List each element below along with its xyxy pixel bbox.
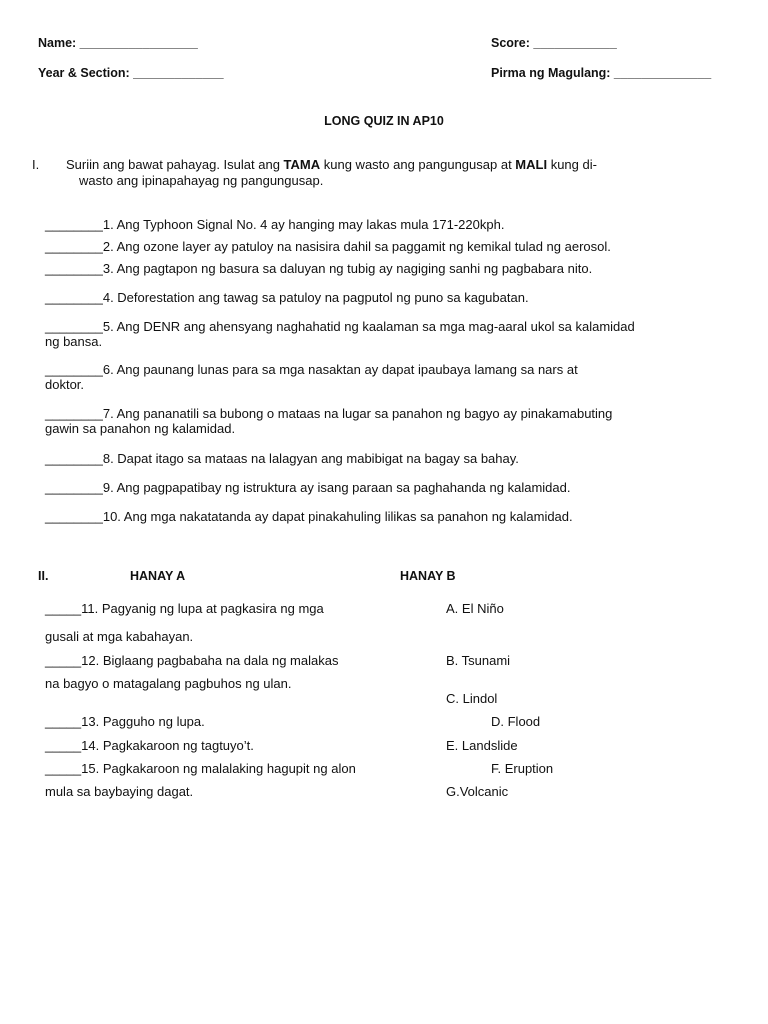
match-item-11[interactable]: _____11. Pagyanig ng lupa at pagkasira ng mga: [45, 601, 324, 616]
match-item-11-cont: gusali at mga kabahayan.: [45, 629, 194, 644]
match-item-15-cont: mula sa baybaying dagat.: [45, 784, 194, 799]
tf-item-4: [45, 290, 529, 305]
tf-item-3: [45, 261, 592, 276]
tf-item-9: [45, 480, 570, 495]
answer-blank[interactable]: ________: [45, 406, 103, 421]
answer-blank[interactable]: ________: [45, 362, 103, 377]
page-title: LONG QUIZ IN AP10: [324, 114, 444, 128]
tf-item-8: [45, 451, 519, 466]
item-text: 2. Ang ozone layer ay patuloy na nasisira dahil sa paggamit ng kemikal tulad ng aerosol.: [102, 239, 611, 254]
choice-a: A. El Niño: [446, 601, 504, 616]
tf-item-5-cont: ng bansa.: [45, 334, 103, 349]
item-text: 6. Ang paunang lunas para sa mga nasaktan ay dapat ipaubaya lamang sa nars at: [102, 362, 578, 377]
part-two-numeral: II.: [38, 569, 49, 583]
tf-item-10: [45, 509, 573, 524]
item-text: 9. Ang pagpapatibay ng istruktura ay isang paraan sa paghahanda ng kalamidad.: [102, 480, 571, 495]
instruction-text-c: kung di-: [547, 157, 597, 172]
part-one-numeral: I.: [32, 157, 40, 172]
instruction-tama: TAMA: [283, 157, 321, 172]
choice-d: D. Flood: [491, 714, 541, 729]
answer-blank[interactable]: ________: [45, 451, 103, 466]
tf-item-1: [45, 217, 504, 232]
choice-c: C. Lindol: [446, 691, 498, 706]
match-item-15[interactable]: _____15. Pagkakaroon ng malalaking hagupit ng alon: [45, 761, 356, 776]
answer-blank[interactable]: ________: [45, 480, 103, 495]
part-one-instruction-line2: wasto ang ipinapahayag ng pangungusap.: [79, 173, 324, 188]
tf-item-7-cont: gawin sa panahon ng kalamidad.: [45, 421, 236, 436]
answer-blank[interactable]: ________: [45, 239, 103, 254]
choice-b: B. Tsunami: [446, 653, 511, 668]
item-text: 8. Dapat itago sa mataas na lalagyan ang mabibigat na bagay sa bahay.: [102, 451, 519, 466]
instruction-text-a: Suriin ang bawat pahayag. Isulat ang: [66, 157, 284, 172]
answer-blank[interactable]: ________: [45, 217, 103, 232]
instruction-mali: MALI: [515, 157, 548, 172]
item-text: 3. Ang pagtapon ng basura sa daluyan ng tubig ay nagiging sanhi ng pagbabara nito.: [102, 261, 593, 276]
item-text: 4. Deforestation ang tawag sa patuloy na pagputol ng puno sa kagubatan.: [102, 290, 529, 305]
hanay-b-heading: HANAY B: [400, 569, 456, 583]
item-text: 10. Ang mga nakatatanda ay dapat pinakahuling lilikas sa panahon ng kalamidad.: [102, 509, 573, 524]
match-item-13[interactable]: _____13. Pagguho ng lupa.: [45, 714, 205, 729]
name-field[interactable]: Name: _________________: [38, 36, 198, 50]
tf-item-6-cont: doktor.: [45, 377, 85, 392]
score-field[interactable]: Score: ____________: [491, 36, 617, 50]
answer-blank[interactable]: ________: [45, 261, 103, 276]
item-text: 5. Ang DENR ang ahensyang naghahatid ng kaalaman sa mga mag-aaral ukol sa kalamidad: [102, 319, 635, 334]
tf-item-5: [45, 319, 635, 334]
choice-g: G.Volcanic: [446, 784, 509, 799]
choice-f: F. Eruption: [491, 761, 554, 776]
answer-blank[interactable]: ________: [45, 509, 103, 524]
answer-blank[interactable]: ________: [45, 319, 103, 334]
instruction-text-b: kung wasto ang pangungusap at: [320, 157, 516, 172]
tf-item-6: [45, 362, 578, 377]
match-item-14[interactable]: _____14. Pagkakaroon ng tagtuyo’t.: [45, 738, 254, 753]
match-item-12-cont: na bagyo o matagalang pagbuhos ng ulan.: [45, 676, 292, 691]
tf-item-2: [45, 239, 611, 254]
hanay-a-heading: HANAY A: [130, 569, 186, 583]
part-one-instruction: [66, 157, 597, 172]
item-text: 1. Ang Typhoon Signal No. 4 ay hanging may lakas mula 171-220kph.: [102, 217, 505, 232]
parent-signature-field[interactable]: Pirma ng Magulang: ______________: [491, 66, 712, 80]
year-section-field[interactable]: Year & Section: _____________: [38, 66, 224, 80]
item-text: 7. Ang pananatili sa bubong o mataas na lugar sa panahon ng bagyo ay pinakamabuting: [102, 406, 613, 421]
match-item-12[interactable]: _____12. Biglaang pagbabaha na dala ng malakas: [45, 653, 339, 668]
tf-item-7: [45, 406, 612, 421]
answer-blank[interactable]: ________: [45, 290, 103, 305]
choice-e: E. Landslide: [446, 738, 518, 753]
